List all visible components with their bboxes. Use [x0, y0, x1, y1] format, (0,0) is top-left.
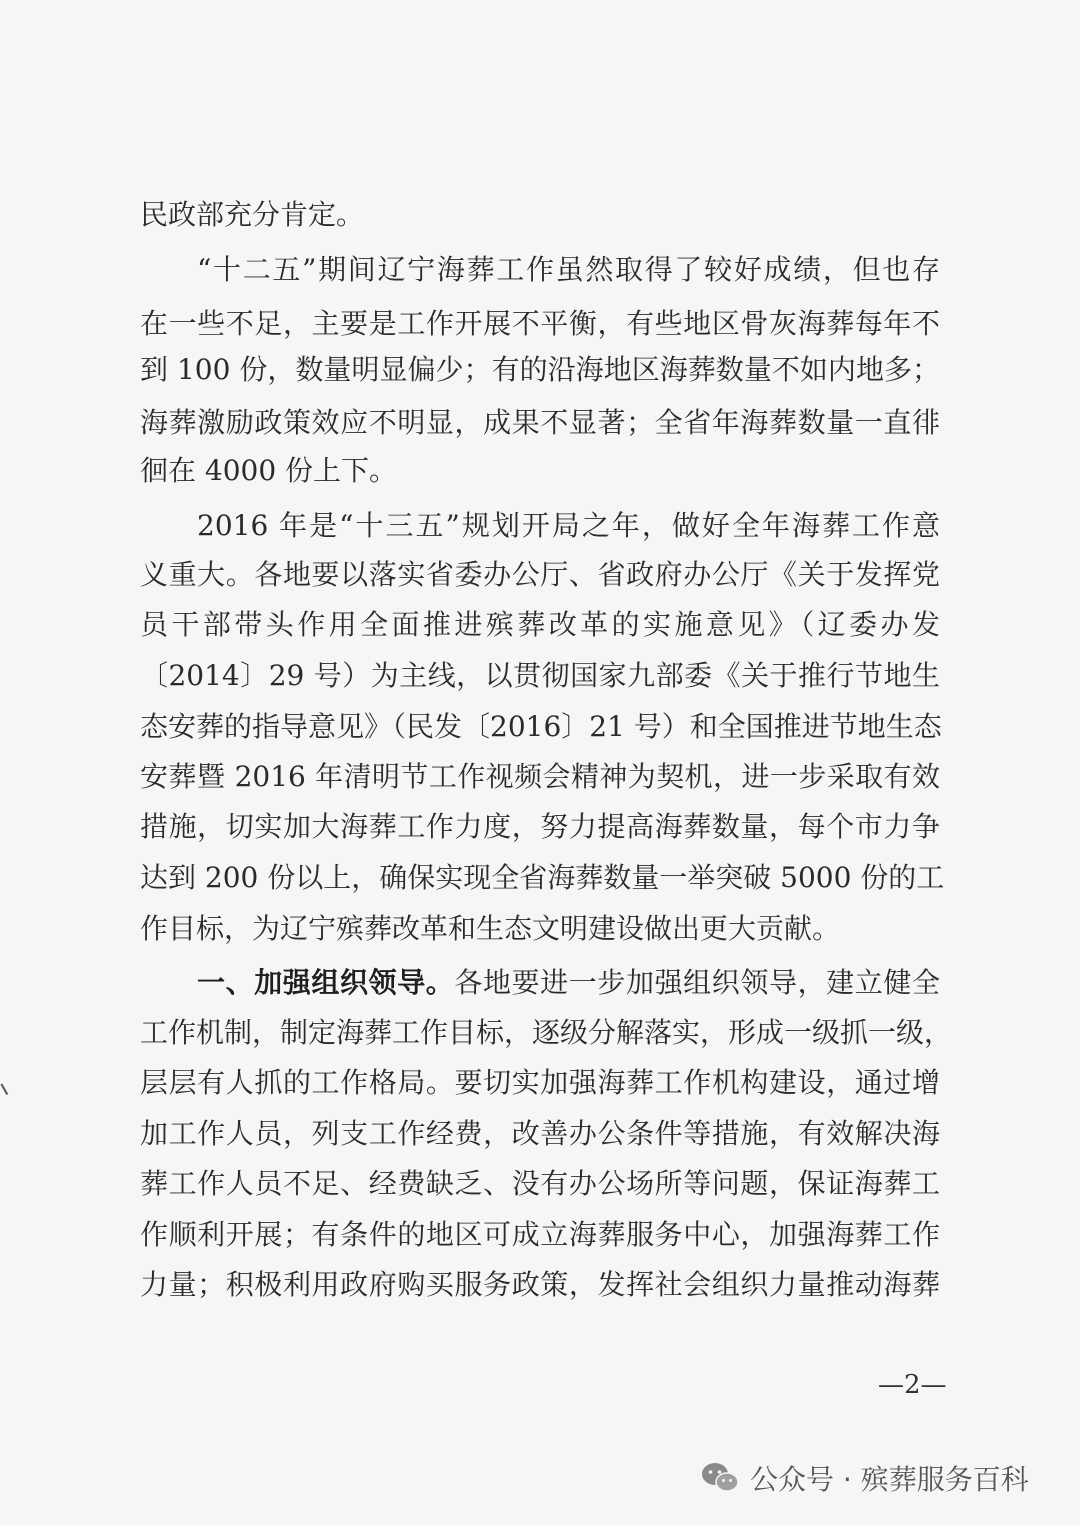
text-line: 层层有人抓的工作格局。要切实加强海葬工作机构建设，通过增	[140, 1066, 940, 1099]
section-1-heading: 一、加强组织领导。	[197, 966, 455, 999]
text-line: 力量；积极利用政府购买服务政策，发挥社会组织力量推动海葬	[140, 1268, 940, 1301]
wechat-icon	[700, 1461, 740, 1495]
text-line: 工作机制，制定海葬工作目标，逐级分解落实，形成一级抓一级，	[140, 1016, 953, 1049]
text-line: 到 100 份，数量明显偏少；有的沿海地区海葬数量不如内地多；	[140, 353, 940, 386]
text-line: 作顺利开展；有条件的地区可成立海葬服务中心，加强海葬工作	[140, 1218, 940, 1251]
text-line: 海葬激励政策效应不明显，成果不显著；全省年海葬数量一直徘	[140, 406, 940, 439]
text-line: 2016 年是“十三五”规划开局之年，做好全年海葬工作意	[197, 509, 940, 542]
text-line: 措施，切实加大海葬工作力度，努力提高海葬数量，每个市力争	[140, 810, 940, 843]
text-line: 员干部带头作用全面推进殡葬改革的实施意见》（辽委办发	[140, 608, 940, 641]
section-1-first-line	[197, 966, 940, 1000]
text-line: 在一些不足，主要是工作开展不平衡，有些地区骨灰海葬每年不	[140, 307, 940, 340]
text-line: 徊在 4000 份上下。	[140, 454, 398, 487]
watermark-text: 公众号 · 殡葬服务百科	[750, 1463, 1029, 1496]
text-line: 民政部充分肯定。	[140, 198, 365, 231]
wechat-watermark	[700, 1458, 1029, 1498]
text-line: 〔2014〕29 号）为主线，以贯彻国家九部委《关于推行节地生	[140, 659, 940, 692]
text-line: 安葬暨 2016 年清明节工作视频会精神为契机，进一步采取有效	[140, 760, 940, 793]
text-line: 作目标，为辽宁殡葬改革和生态文明建设做出更大贡献。	[140, 912, 841, 945]
text-line: 葬工作人员不足、经费缺乏、没有办公场所等问题，保证海葬工	[140, 1167, 940, 1200]
page-number: —2—	[878, 1370, 947, 1400]
section-1-first-line-text: 各地要进一步加强组织领导，建立健全	[454, 966, 940, 999]
scan-edge-mark	[0, 1081, 12, 1095]
text-line: 加工作人员，列支工作经费，改善办公条件等措施，有效解决海	[140, 1117, 940, 1150]
text-line: “十二五”期间辽宁海葬工作虽然取得了较好成绩，但也存	[197, 253, 940, 286]
text-line: 义重大。各地要以落实省委办公厅、省政府办公厅《关于发挥党	[140, 558, 940, 591]
text-line: 达到 200 份以上，确保实现全省海葬数量一举突破 5000 份的工	[140, 861, 945, 894]
text-line: 态安葬的指导意见》（民发〔2016〕21 号）和全国推进节地生态	[140, 710, 942, 743]
